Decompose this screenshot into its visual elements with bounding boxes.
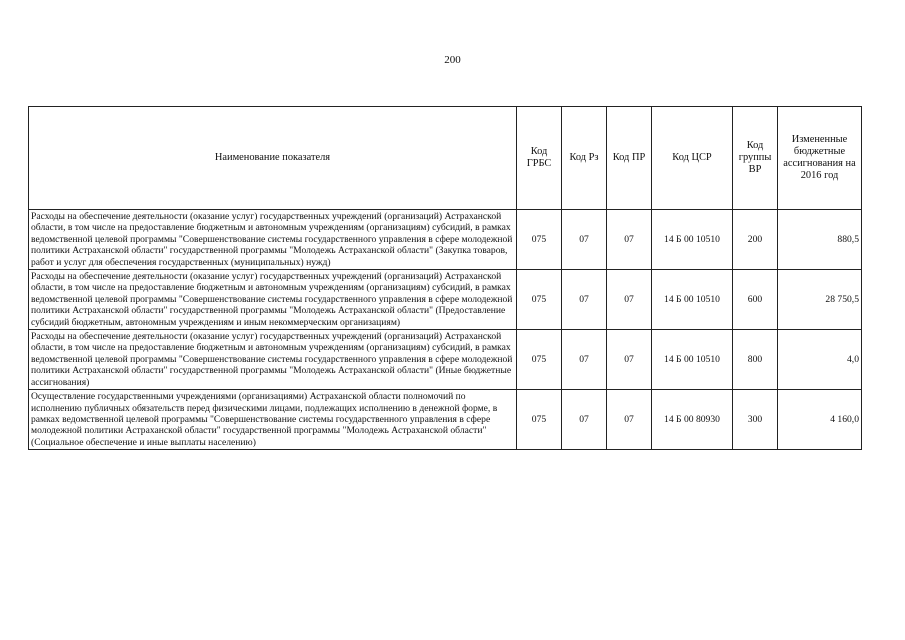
row-rz: 07: [562, 210, 607, 270]
header-vr: Код группы ВР: [733, 107, 778, 210]
row-pr: 07: [607, 270, 652, 330]
row-csr: 14 Б 00 80930: [652, 390, 733, 450]
table-row: [29, 330, 862, 390]
header-pr: Код ПР: [607, 107, 652, 210]
row-amount: 28 750,5: [778, 270, 862, 330]
row-name: Осуществление государственными учреждениями (организациями) Астраханской области полномочий по исполнению публичных обязательств перед физическими лицами, подлежащих исполнению в денежной форме, в рамках ведомственной целевой программы "Совершенствование системы государственного управления в сфере молодежной политики Астраханской области" государственной программы "Молодежь Астраханской области" (Социальное обеспечение и иные выплаты населению): [29, 390, 517, 450]
row-pr: 07: [607, 390, 652, 450]
header-rz: Код Рз: [562, 107, 607, 210]
row-grbs: 075: [517, 390, 562, 450]
header-row: [29, 107, 862, 210]
header-csr: Код ЦСР: [652, 107, 733, 210]
row-name: Расходы на обеспечение деятельности (оказание услуг) государственных учреждений (организаций) Астраханской области, в том числе на предоставление бюджетным и автономным учреждениям (организациям) субсидий, в рамках ведомственной целевой программы "Совершенствование системы государственного управления в сфере молодежной политики Астраханской области" государственной программы "Молодежь Астраханской области" (Предоставление субсидий бюджетным, автономным учреждениям и иным некоммерческим организациям): [29, 270, 517, 330]
row-pr: 07: [607, 330, 652, 390]
row-amount: 4,0: [778, 330, 862, 390]
table-row: [29, 210, 862, 270]
row-grbs: 075: [517, 330, 562, 390]
budget-table: [28, 106, 862, 450]
row-rz: 07: [562, 270, 607, 330]
row-vr: 200: [733, 210, 778, 270]
row-csr: 14 Б 00 10510: [652, 210, 733, 270]
row-vr: 300: [733, 390, 778, 450]
row-rz: 07: [562, 390, 607, 450]
table-row: [29, 270, 862, 330]
header-amount: Измененные бюджетные ассигнования на 2016 год: [778, 107, 862, 210]
table-row: [29, 390, 862, 450]
header-grbs: Код ГРБС: [517, 107, 562, 210]
row-name: Расходы на обеспечение деятельности (оказание услуг) государственных учреждений (организаций) Астраханской области, в том числе на предоставление бюджетным и автономным учреждениям (организациям) субсидий, в рамках ведомственной целевой программы "Совершенствование системы государственного управления в сфере молодежной политики Астраханской области" государственной программы "Молодежь Астраханской области" (Закупка товаров, работ и услуг для обеспечения государственных (муниципальных) нужд): [29, 210, 517, 270]
row-grbs: 075: [517, 270, 562, 330]
row-pr: 07: [607, 210, 652, 270]
row-grbs: 075: [517, 210, 562, 270]
row-vr: 600: [733, 270, 778, 330]
row-vr: 800: [733, 330, 778, 390]
row-csr: 14 Б 00 10510: [652, 270, 733, 330]
page-number: 200: [444, 54, 461, 66]
row-name: Расходы на обеспечение деятельности (оказание услуг) государственных учреждений (организаций) Астраханской области, в том числе на предоставление бюджетным и автономным учреждениям (организациям) субсидий, в рамках ведомственной целевой программы "Совершенствование системы государственного управления в сфере молодежной политики Астраханской области" государственной программы "Молодежь Астраханской области" (Иные бюджетные ассигнования): [29, 330, 517, 390]
header-name: Наименование показателя: [29, 107, 517, 210]
row-csr: 14 Б 00 10510: [652, 330, 733, 390]
row-rz: 07: [562, 330, 607, 390]
row-amount: 4 160,0: [778, 390, 862, 450]
row-amount: 880,5: [778, 210, 862, 270]
